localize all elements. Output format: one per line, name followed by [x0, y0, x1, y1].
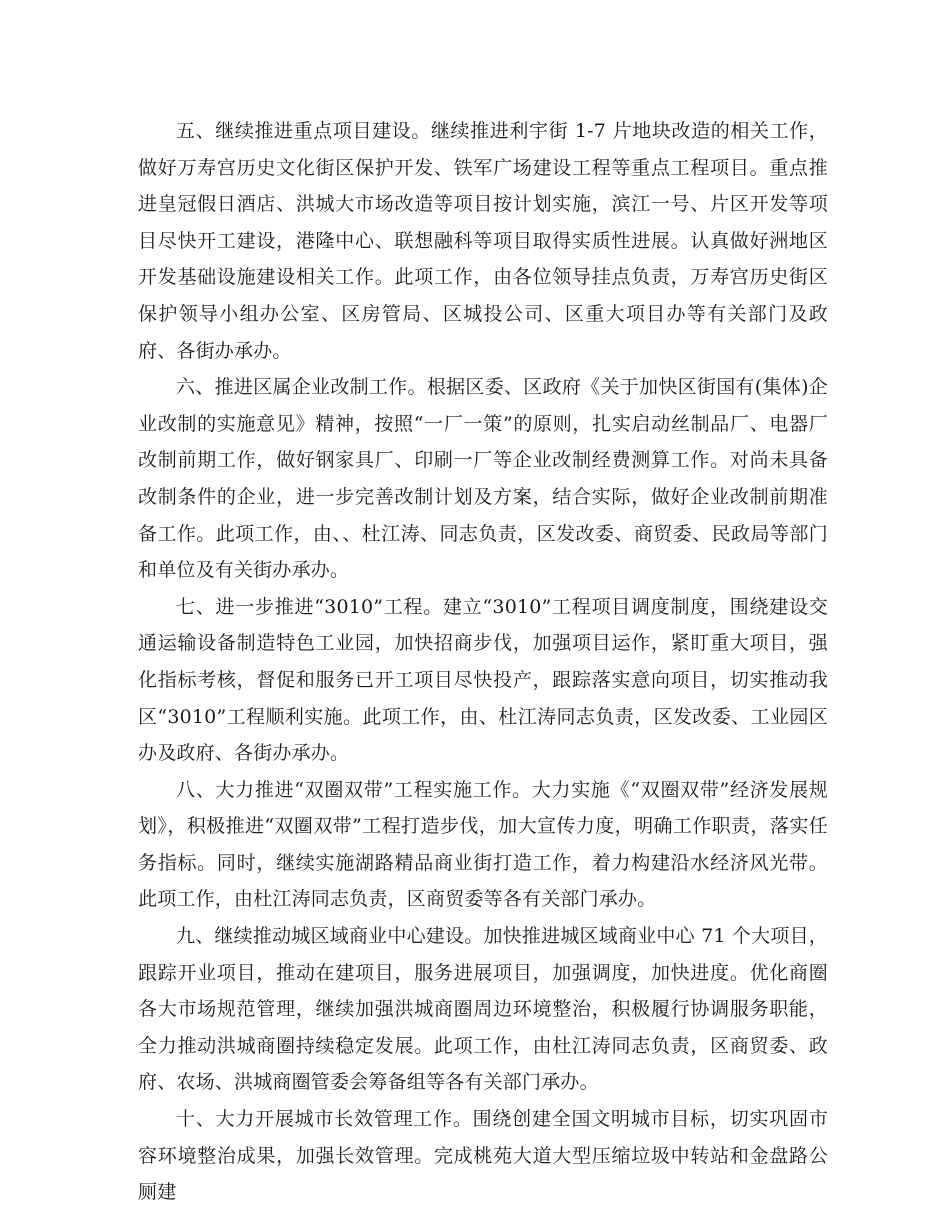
paragraph-10: 十、大力开展城市长效管理工作。围绕创建全国文明城市目标，切实巩固市容环境整治成果，加强长效管理。完成桃苑大道大型压缩垃圾中转站和金盘路公厕建 [138, 1108, 828, 1204]
document-body [138, 113, 828, 1211]
paragraph-8: 八、大力推进“双圈双带”工程实施工作。大力实施《“双圈双带”经济发展规划》，积极推进“双圈双带”工程打造步伐，加大宣传力度，明确工作职责，落实任务指标。同时，继续实施湖路精品商业街打造工作，着力构建沿水经济风光带。此项工作，由杜江涛同志负责，区商贸委等各有关部门承办。 [138, 778, 828, 911]
paragraph-5: 五、继续推进重点项目建设。继续推进利宇街 1-7 片地块改造的相关工作，做好万寿宫历史文化街区保护开发、铁军广场建设工程等重点工程项目。重点推进皇冠假日酒店、洪城大市场改造等项目按计划实施，滨江一号、片区开发等项目尽快开工建设，港隆中心、联想融科等项目取得实质性进展。认真做好洲地区开发基础设施建设相关工作。此项工作，由各位领导挂点负责，万寿宫历史街区保护领导小组办公室、区房管局、区城投公司、区重大项目办等有关部门及政府、各街办承办。 [138, 120, 828, 362]
paragraph-7: 七、进一步推进“3010”工程。建立“3010”工程项目调度制度，围绕建设交通运输设备制造特色工业园，加快招商步伐，加强项目运作，紧盯重大项目，强化指标考核，督促和服务已开工项目尽快投产，跟踪落实意向项目，切实推动我区“3010”工程顺利实施。此项工作，由、杜江涛同志负责，区发改委、工业园区办及政府、各街办承办。 [138, 595, 828, 765]
paragraph-6: 六、推进区属企业改制工作。根据区委、区政府《关于加快区街国有(集体)企业改制的实施意见》精神，按照“一厂一策”的原则，扎实启动丝制品厂、电器厂改制前期工作，做好钢家具厂、印刷一厂等企业改制经费测算工作。对尚未具备改制条件的企业，进一步完善改制计划及方案，结合实际，做好企业改制前期准备工作。此项工作，由、、杜江涛、同志负责，区发改委、商贸委、民政局等部门和单位及有关街办承办。 [138, 376, 828, 582]
paragraph-9: 九、继续推动城区域商业中心建设。加快推进城区域商业中心 71 个大项目，跟踪开业项目，推动在建项目，服务进展项目，加强调度，加快进度。优化商圈各大市场规范管理，继续加强洪城商圈周边环境整治，积极履行协调服务职能，全力推动洪城商圈持续稳定发展。此项工作，由杜江涛同志负责，区商贸委、政府、农场、洪城商圈管委会筹备组等各有关部门承办。 [138, 925, 828, 1094]
